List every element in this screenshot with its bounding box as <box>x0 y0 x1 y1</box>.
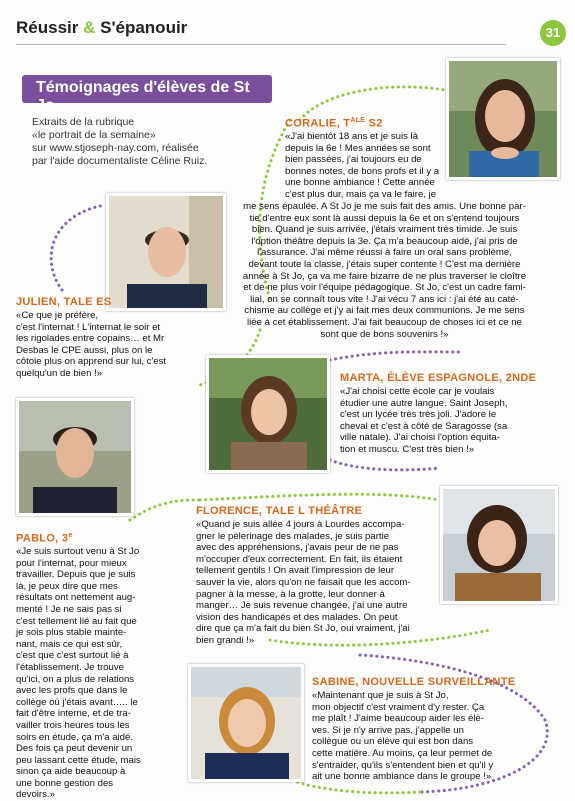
coralie-line: bonnes notes, de bons profs et il y a <box>285 165 440 177</box>
marta-testimonial <box>340 386 507 456</box>
coralie-line: bien. Quand je suis arrivée, j'étais vraiment très timide. Je suis <box>251 224 518 236</box>
intro-text <box>32 116 262 168</box>
coralie-line: liée à cet établissement. J'ai fait beaucoup de choses ici et ce ne <box>247 316 522 328</box>
florence-photo <box>440 486 558 604</box>
florence-line: avec des appréhensions, j'avais peur de ne pas <box>196 542 399 554</box>
sabine-testimonial <box>312 690 493 783</box>
florence-line: pagner à la messe, à la grotte, leur donner à <box>196 588 385 600</box>
pablo-name-sup: e <box>68 532 73 539</box>
marta-line: ville natale). J'ai choisi l'option équita- <box>340 432 500 444</box>
coralie-line: l'assurance. J'ai même réussi à faire un oral sans problème, <box>257 247 512 259</box>
pablo-line: là, je peux dire que mes <box>16 580 118 592</box>
pablo-name-main: PABLO, 3 <box>16 532 69 545</box>
sabine-line: ait une bonne ambiance dans le groupe !» <box>312 771 492 783</box>
florence-line: manger… Je suis revenue changée, j'ai une autre <box>196 600 408 612</box>
coralie-line: chisme au collège et j'y ai fait mes deux communions. Je me sens <box>244 305 525 317</box>
intro-line: sur www.stjoseph-nay.com, réalisée <box>32 142 199 154</box>
pablo-line: fait d'être interne, et de tra- <box>16 708 131 720</box>
pablo-line: avec les profs que dans le <box>16 685 128 697</box>
coralie-line: année à St Jo, ça va me faire bizarre de ne plus traverser le cloître <box>242 270 527 282</box>
pablo-testimonial <box>16 546 141 801</box>
sabine-line: «Maintenant que je suis à St Jo, <box>312 690 449 701</box>
marta-line: «J'ai choisi cette école car je voulais <box>340 386 495 397</box>
julien-name: JULIEN, TALE ES <box>16 296 112 308</box>
pablo-line: collège où j'étais avant….. le <box>16 696 138 708</box>
florence-line: gner le pèlerinage des malades, je suis partie <box>196 530 390 542</box>
coralie-line: l'option théâtre depuis la 3e. Ça m'a beaucoup aidé, j'ai pris de <box>251 235 518 247</box>
pablo-line: c'est que c'est surtout lié à <box>16 650 129 662</box>
julien-line: «Ce que je préfère, <box>16 310 99 321</box>
coralie-testimonial-cont <box>212 201 557 340</box>
pablo-line: vailler trois heures tous les <box>16 719 130 731</box>
page-header <box>0 0 575 46</box>
intro-line: «le portrait de la semaine» <box>32 129 156 141</box>
coralie-name-end: S2 <box>365 117 383 130</box>
page-number-badge: 31 <box>540 20 566 46</box>
coralie-line: tie d'entre eux sont là aussi depuis la 6e et on s'entend toujours <box>249 212 520 224</box>
coralie-line: sont que de bons souvenirs !» <box>320 328 449 340</box>
coralie-photo <box>446 58 560 180</box>
section-title <box>16 18 187 38</box>
julien-line: côtoie plus on apprend sur lui, c'est <box>16 356 167 368</box>
coralie-line: une bonne ambiance ! Cette année <box>285 177 435 189</box>
sabine-line: ves. Si je n'y arrive pas, j'appelle un <box>312 724 464 736</box>
florence-line: «Quand je suis allée 4 jours à Lourdes accompa- <box>196 519 405 530</box>
pablo-photo <box>16 398 134 516</box>
pablo-line: l'établissement. Je trouve <box>16 661 124 673</box>
marta-line: étudier une autre langue. Saint Joseph, <box>340 397 508 409</box>
florence-line: dire que ça m'a fait du bien St Jo, oui vraiment, j'ai <box>196 623 410 635</box>
coralie-line: me sens épaulée. A St Jo je me suis fait des amis. Une bonne par- <box>243 201 526 212</box>
sabine-line: collègue ou un élève qui est bon dans <box>312 736 474 748</box>
pablo-line: nant, mais ce qui est sûr, <box>16 638 123 650</box>
pablo-line: je sois plus stable mainte- <box>16 627 127 639</box>
florence-line: m'occuper d'eux correctement. En fait, ils étaient <box>196 553 403 565</box>
marta-line: cheval et c'est à côté de Saragosse (sa <box>340 420 508 432</box>
section-title-left: Réussir <box>16 18 79 37</box>
coralie-line: «J'ai bientôt 18 ans et je suis là <box>285 131 419 142</box>
florence-line: tellement gentils ! On avait l'impression de leur <box>196 565 395 577</box>
pablo-line: devoirs.» <box>16 789 55 801</box>
intro-line: Extraits de la rubrique <box>32 116 135 128</box>
intro-line: par l'aide documentaliste Céline Ruiz. <box>32 155 208 167</box>
section-title-right: S'épanouir <box>100 18 188 37</box>
marta-line: c'est un lycée très très joli. J'adore le <box>340 409 497 421</box>
florence-line: vision des handicapés et des malades. On peut <box>196 611 398 623</box>
julien-testimonial <box>16 310 166 380</box>
pablo-name <box>16 532 73 545</box>
coralie-line: c'est plus dur, mais ça va le faire, je <box>285 188 437 200</box>
banner-title: Témoignages d'élèves de St Jo <box>36 79 250 114</box>
sabine-line: me plaît ! J'aime beaucoup aider les élè- <box>312 713 484 725</box>
florence-name: FLORENCE, TALE L THÉÂTRE <box>196 505 363 517</box>
coralie-name-main: CORALIE, T <box>285 117 351 130</box>
sabine-photo <box>188 664 304 782</box>
pablo-line: c'est tellement lié au fait que <box>16 615 137 627</box>
sabine-line: cette matière. Au moins, ça leur permet de <box>312 747 493 759</box>
coralie-line: et de ne plus voir l'équipe pédagogique. St Jo, c'est un cadre fami- <box>243 282 526 294</box>
pablo-line: résultats ont nettement aug- <box>16 592 136 604</box>
pablo-line: soirs en étude, ça m'a aidé. <box>16 731 134 743</box>
pablo-line: sinon ça aide beaucoup à <box>16 766 126 778</box>
coralie-line: depuis la 6e ! Mes années se sont <box>285 142 431 154</box>
pablo-line: «Je suis surtout venu à St Jo <box>16 546 140 557</box>
pablo-line: Des fois ça peut devenir un <box>16 743 133 755</box>
pablo-line: peu lassant cette étude, mais <box>16 754 141 766</box>
florence-testimonial <box>196 519 411 647</box>
coralie-testimonial <box>285 131 439 201</box>
pablo-line: qu'ici, on a plus de relations <box>16 673 135 685</box>
marta-photo <box>206 355 330 473</box>
sabine-line: s'entraider, qu'ils s'entendent bien et qu'il y <box>312 759 494 771</box>
coralie-line: bien passées, j'ai toujours eu de <box>285 154 422 166</box>
julien-photo <box>106 193 226 311</box>
pablo-line: travailler. Depuis que je suis <box>16 569 136 581</box>
pablo-line: une bonne gestion des <box>16 777 114 789</box>
pablo-line: menté ! Je ne sais pas si <box>16 603 122 615</box>
julien-line: Desbas le CPE aussi, plus on le <box>16 344 153 356</box>
coralie-name <box>285 117 383 130</box>
section-title-amp: & <box>83 18 96 37</box>
section-banner <box>22 75 272 114</box>
sabine-line: mon objectif c'est vraiment d'y rester. Ça <box>312 701 485 713</box>
pablo-line: pour l'internat, pour mieux <box>16 557 127 569</box>
coralie-line: lial, on se connaît tous vite ! J'ai vécu 7 ans ici : j'ai été au caté- <box>250 293 519 305</box>
sabine-name: SABINE, NOUVELLE SURVEILLANTE <box>312 676 516 688</box>
julien-line: les rigolades entre copains… et Mr <box>16 333 165 345</box>
header-rule <box>16 44 506 45</box>
marta-name: MARTA, ÉLÈVE ESPAGNOLE, 2NDE <box>340 372 537 384</box>
coralie-name-sup: ALE <box>350 117 366 124</box>
julien-line: quelqu'un de bien !» <box>16 367 103 379</box>
florence-line: bien grandi !» <box>196 634 255 646</box>
florence-line: sauver la vie, alors qu'on ne faisait que les accom- <box>196 576 411 588</box>
coralie-line: devant toute la classe, j'étais super contente ! C'est ma dernière <box>248 258 521 270</box>
marta-line: tion et muscu. C'est très bien !» <box>340 443 475 455</box>
julien-line: c'est l'internat ! L'internat le soir et <box>16 321 161 333</box>
